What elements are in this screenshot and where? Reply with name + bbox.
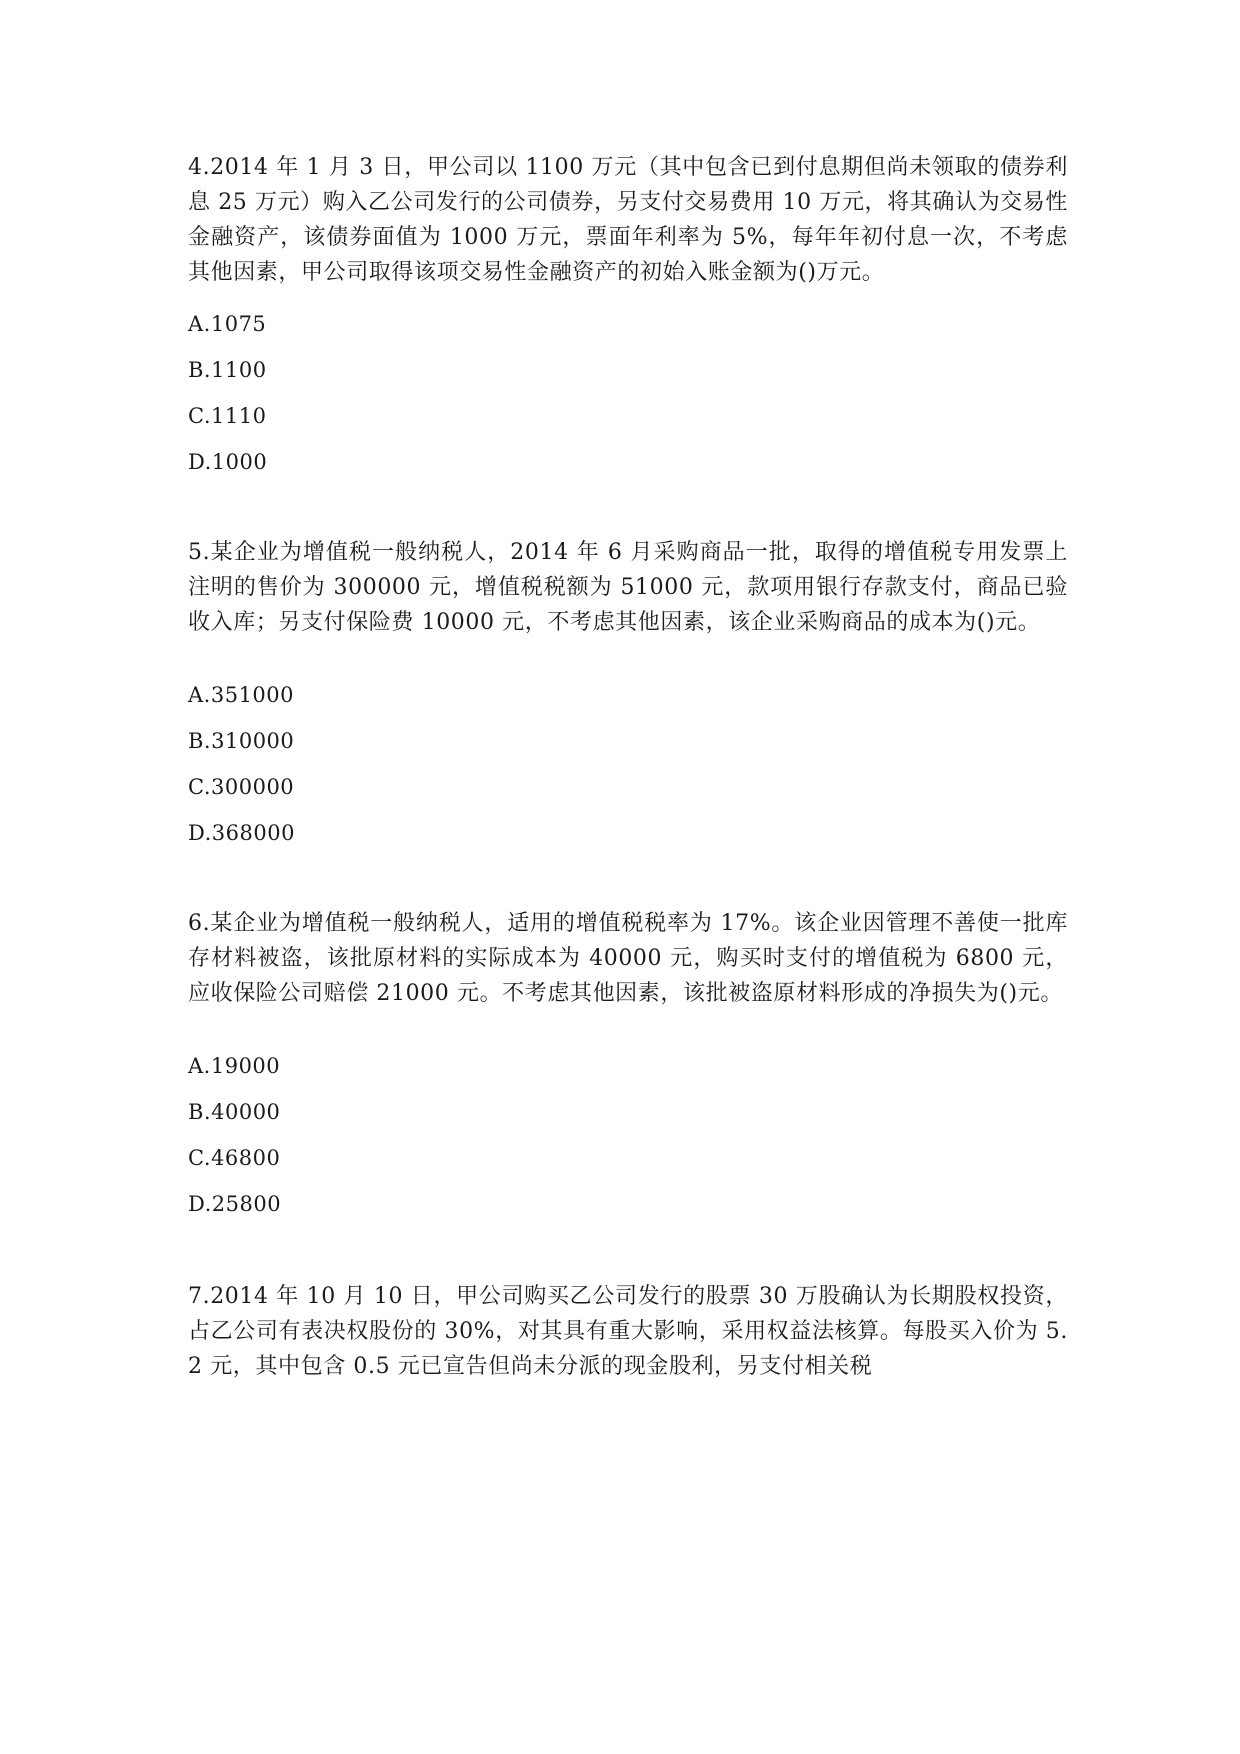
option-c: C.300000 <box>188 775 295 799</box>
option-d: D.1000 <box>188 450 268 474</box>
option-a: A.19000 <box>188 1054 281 1078</box>
option-c: C.46800 <box>188 1146 281 1170</box>
question-stem: 5.某企业为增值税一般纳税人，2014 年 6 月采购商品一批，取得的增值税专用发票上注明的售价为 300000 元，增值税税额为 51000 元，款项用银行存款支付，商品已验收入库；另支付保险费 10000 元，不考虑其他因素，该企业采购商品的成本为()元。 <box>188 540 1068 635</box>
option-b: B.1100 <box>188 358 267 382</box>
question-4 <box>188 150 1068 474</box>
question-6 <box>188 906 1068 1216</box>
question-7 <box>188 1279 1068 1384</box>
option-d: D.368000 <box>188 821 295 845</box>
question-stem: 4.2014 年 1 月 3 日，甲公司以 1100 万元（其中包含已到付息期但尚未领取的债券利息 25 万元）购入乙公司发行的公司债券，另支付交易费用 10 万元，将其确认为交易性金融资产，该债券面值为 1000 万元，票面年利率为 5%，每年年初付息一次，不考虑其他因素，甲公司取得该项交易性金融资产的初始入账金额为()万元。 <box>188 155 1068 285</box>
option-b: B.40000 <box>188 1100 281 1124</box>
option-b: B.310000 <box>188 729 295 753</box>
question-5 <box>188 535 1068 845</box>
option-c: C.1110 <box>188 404 267 428</box>
option-a: A.351000 <box>188 683 295 707</box>
option-a: A.1075 <box>188 312 267 336</box>
question-stem: 6.某企业为增值税一般纳税人，适用的增值税税率为 17%。该企业因管理不善使一批库存材料被盗，该批原材料的实际成本为 40000 元，购买时支付的增值税为 6800 元，应收保险公司赔偿 21000 元。不考虑其他因素，该批被盗原材料形成的净损失为()元。 <box>188 911 1068 1006</box>
question-stem: 7.2014 年 10 月 10 日，甲公司购买乙公司发行的股票 30 万股确认为长期股权投资，占乙公司有表决权股份的 30%，对其具有重大影响，采用权益法核算。每股买入价为 5.2 元，其中包含 0.5 元已宣告但尚未分派的现金股利，另支付相关税 <box>188 1284 1068 1379</box>
option-d: D.25800 <box>188 1192 282 1216</box>
